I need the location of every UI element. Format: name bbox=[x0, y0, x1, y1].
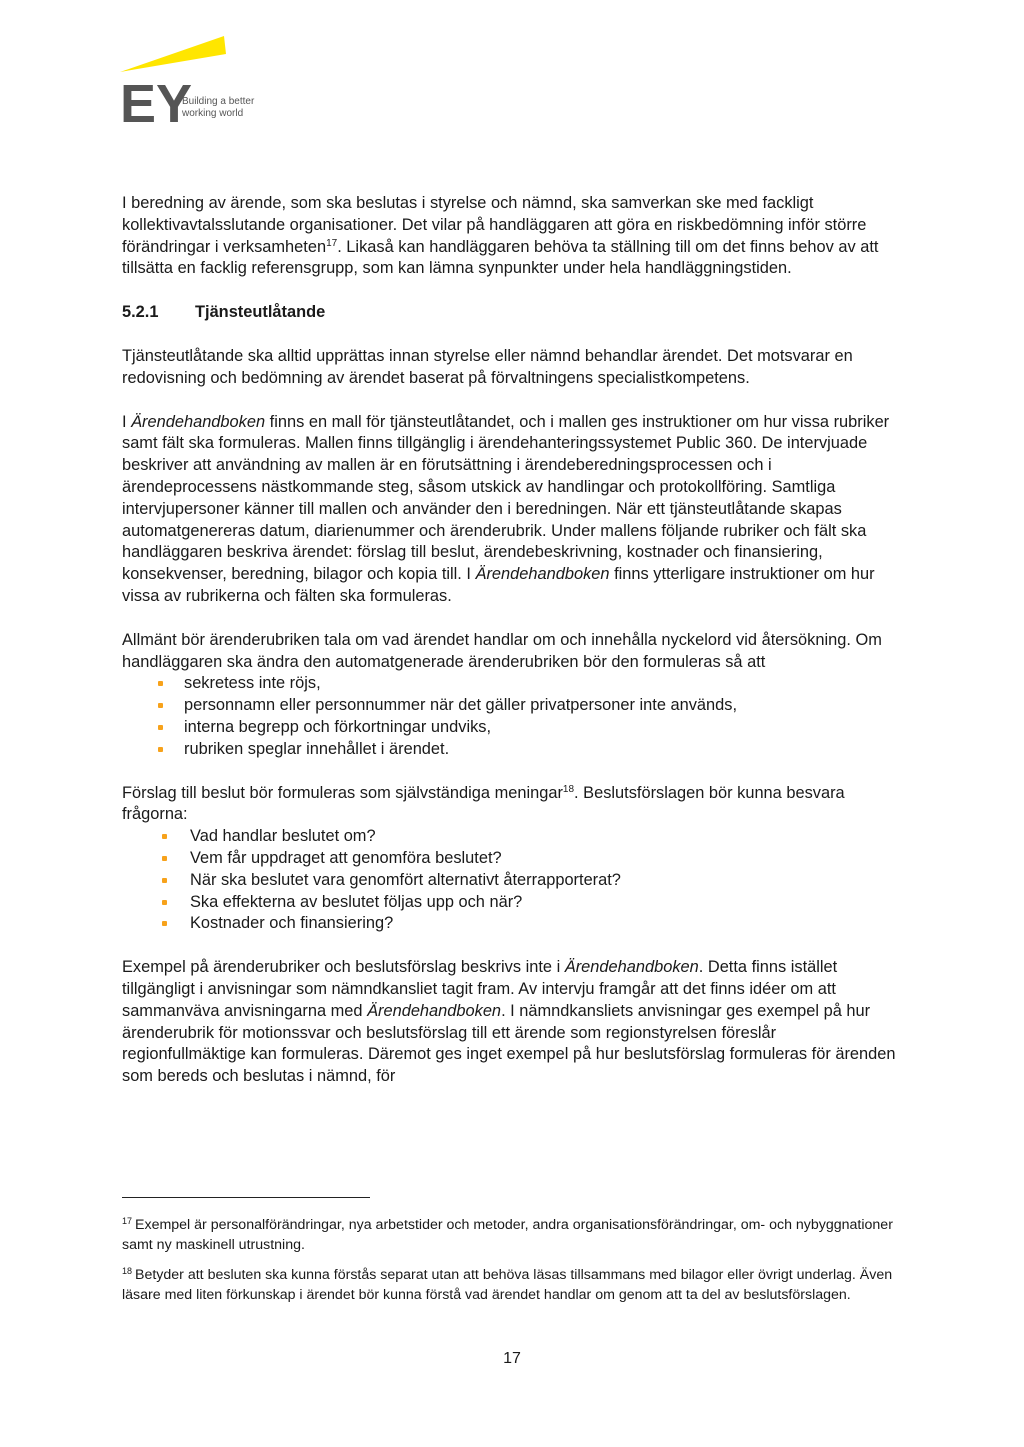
footnote-18: $^{18}$ Betyder att besluten ska kunna förstås separat utan att behöva läsas tillsammans med bilagor eller övrigt underlag. Även läsare med liten förkunskap i ärendet bör kunna förstå vad ärendet handlar om genom att ta del av beslutsförslagen. bbox=[122, 1266, 893, 1303]
footnote-17: $^{17}$ Exempel är personalförändringar, nya arbetstider och metoder, andra organisationsförändringar, om- och nybyggnationer samt ny maskinell utrustning. bbox=[122, 1216, 893, 1253]
bullet-icon bbox=[158, 703, 163, 708]
section-title: Tjänsteutlåtande bbox=[195, 303, 326, 322]
section-heading bbox=[122, 302, 904, 324]
paragraph-tjansteutlatande: Tjänsteutlåtande ska alltid upprättas innan styrelse eller nämnd behandlar ärendet. Det motsvarar en redovisning och bedömning av ärendet baserat på förvaltningens specialistkompetens. bbox=[122, 346, 853, 387]
list-item: interna begrepp och förkortningar undviks, bbox=[122, 717, 904, 739]
bullet-icon bbox=[162, 900, 167, 905]
bullet-icon bbox=[162, 921, 167, 926]
paragraph-forslag-till-beslut: Förslag till beslut bör formuleras som självständiga meningar$^{18}$. Beslutsförslagen bör kunna besvara frågorna: bbox=[122, 783, 845, 824]
footnote-ref-17: 17 bbox=[326, 237, 338, 249]
bullet-icon bbox=[158, 681, 163, 686]
list-item: Vem får uppdraget att genomföra beslutet? bbox=[122, 848, 904, 870]
bullet-icon bbox=[162, 834, 167, 839]
page-number: 17 bbox=[503, 1350, 521, 1367]
list-item: Vad handlar beslutet om? bbox=[122, 826, 904, 848]
ey-logo bbox=[120, 30, 320, 130]
paragraph-arendehandboken: I Ärendehandboken finns en mall för tjänsteutlåtandet, och i mallen ges instruktioner om hur vissa rubriker samt fält ska formuleras. Mallen finns tillgänglig i ärendehanteringssystemet Public 360. De intervjuade beskriver att användning av mallen är en förutsättning i ärendeberedningsprocessen och i ärendeprocessens nästkommande steg, såsom utskick av handlingar och protokollföring. Samtliga intervjupersoner känner till mallen och använder den i beredningen. När ett tjänsteutlåtande skapas automatgenereras datum, diarienummer och ärenderubrik. Under mallens följande rubriker och fält ska handläggaren beskriva ärendet: förslag till beslut, ärendebeskrivning, kostnader och finansiering, konsekvenser, beredning, bilagor och kopia till. I Ärendehandboken finns ytterligare instruktioner om hur vissa av rubrikerna och fälten ska formuleras. bbox=[122, 412, 890, 605]
footnote-ref-18: 18 bbox=[562, 783, 575, 795]
paragraph-samverkan: I beredning av ärende, som ska beslutas i styrelse och nämnd, ska samverkan ske med fackligt kollektivavtalsslutande organisationer. Det vilar på handläggaren att göra en riskbedömning inför större förändringar i verksamheten$^{17}$. Likaså kan handläggaren behöva ta ställning till om det finns behov av att tillsätta en facklig referensgrupp, som kan lämna synpunkter under hela handläggningstiden. bbox=[122, 194, 879, 278]
paragraph-exempel: Exempel på ärenderubriker och beslutsförslag beskrivs inte i Ärendehandboken. Detta finns istället tillgängligt i anvisningar som nämndkansliet tagit fram. Av intervju framgår att det finns idéer om att sammanväva anvisningarna med Ärendehandboken. I nämndkansliets anvisningar ges exempel på hur ärenderubrik för motionssvar och beslutsförslag till ett ärende som regionstyrelsen föreslår regionfullmäktige kan formuleras. Däremot ges inget exempel på hur beslutsförslag formuleras för ärenden som bereds och beslutas i nämnd, för bbox=[122, 958, 896, 1086]
bullet-icon bbox=[158, 747, 163, 752]
bullet-icon bbox=[158, 725, 163, 730]
section-number: 5.2.1 bbox=[122, 303, 159, 322]
list-item: När ska beslutet vara genomfört alternativt återrapporterat? bbox=[122, 870, 904, 892]
bullet-icon bbox=[162, 856, 167, 861]
bullet-list-fragor bbox=[122, 826, 904, 935]
paragraph-arenderubrik: Allmänt bör ärenderubriken tala om vad ärendet handlar om och innehålla nyckelord vid återsökning. Om handläggaren ska ändra den automatgenerade ärenderubriken bör den formuleras så att bbox=[122, 630, 882, 671]
logo-letters: EY bbox=[120, 74, 193, 130]
list-item: Kostnader och finansiering? bbox=[122, 913, 904, 935]
list-item: Ska effekterna av beslutet följas upp och när? bbox=[122, 892, 904, 914]
list-item: rubriken speglar innehållet i ärendet. bbox=[122, 739, 904, 761]
logo-tagline: Building a better working world bbox=[182, 96, 255, 119]
list-item: sekretess inte röjs, bbox=[122, 673, 904, 695]
list-item: personnamn eller personnummer när det gäller privatpersoner inte används, bbox=[122, 695, 904, 717]
bullet-icon bbox=[162, 878, 167, 883]
bullet-list-rubrik bbox=[122, 673, 904, 760]
footnote-separator bbox=[122, 1197, 370, 1198]
document-body bbox=[122, 193, 904, 1110]
footnotes bbox=[122, 1215, 904, 1315]
